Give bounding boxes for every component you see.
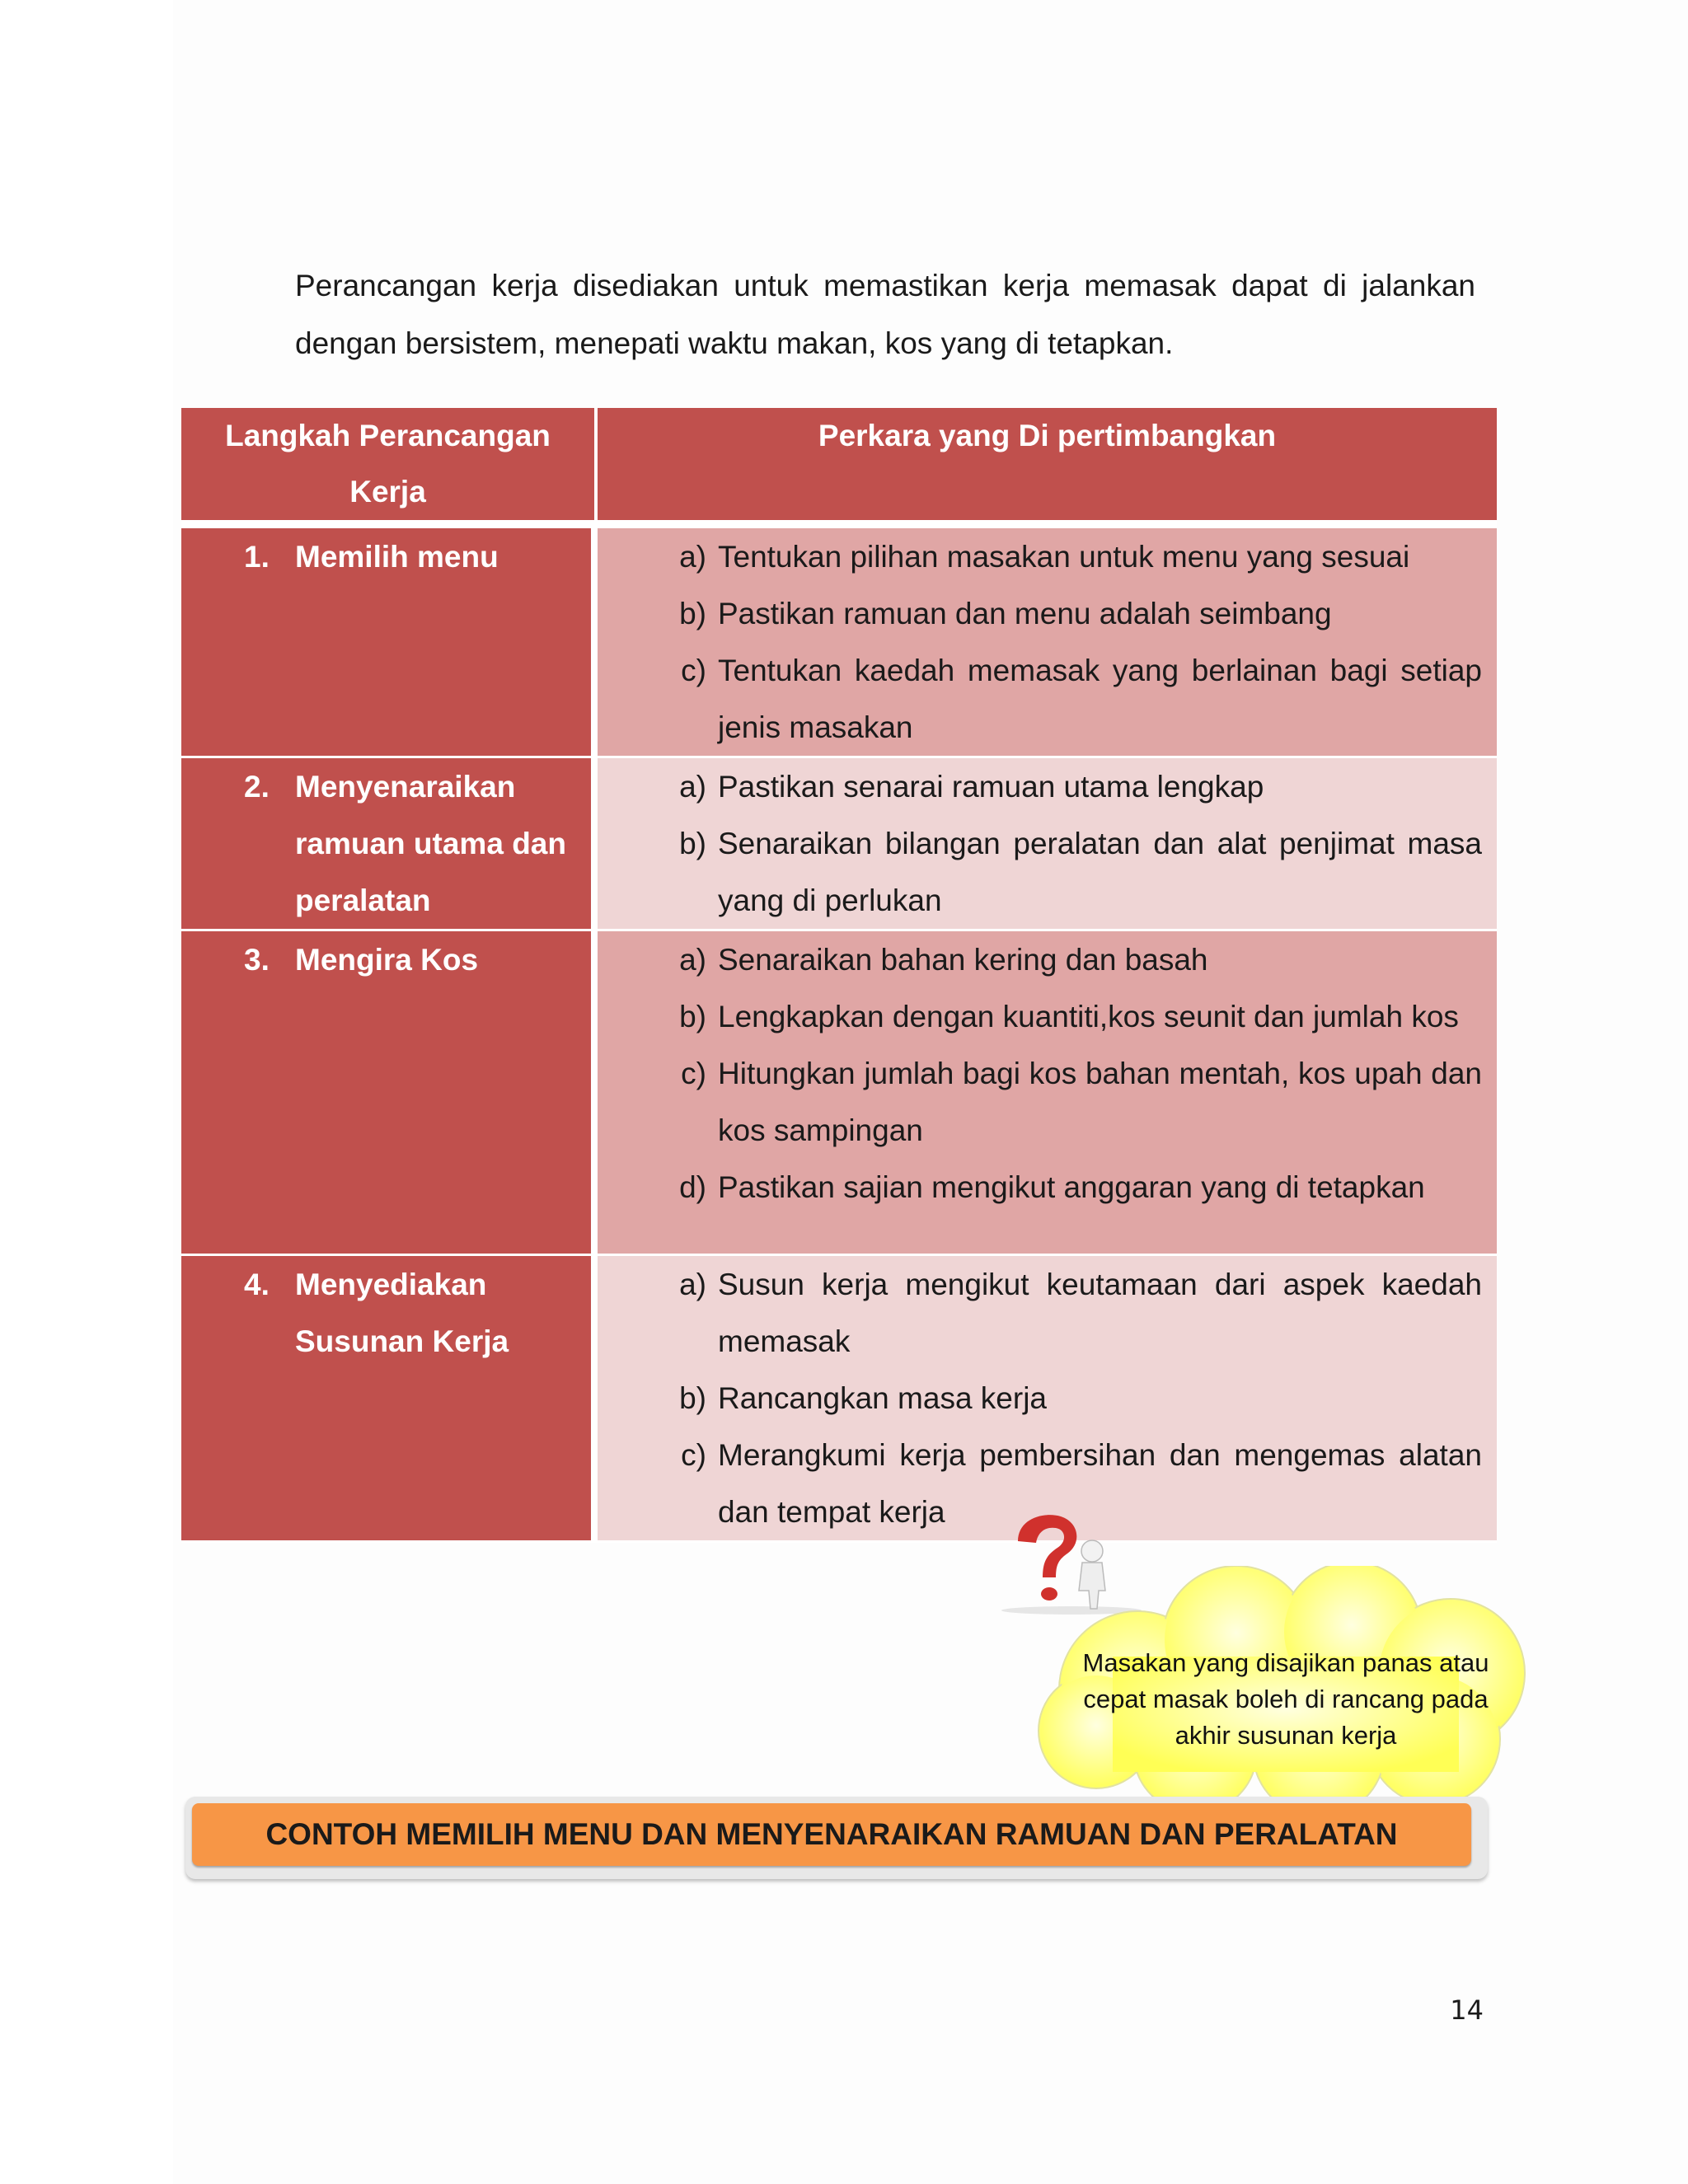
list-item: [598, 1159, 1497, 1216]
step-number: 1.: [244, 540, 270, 574]
item-text: Merangkumi kerja pembersihan dan mengemas alatan dan tempat kerja: [718, 1438, 1482, 1529]
step-number: 2.: [244, 770, 270, 804]
item-marker: a): [679, 540, 706, 574]
item-text: Pastikan sajian mengikut anggaran yang di tetapkan: [718, 1170, 1425, 1204]
item-text: Susun kerja mengikut keutamaan dari aspek kaedah memasak: [718, 1268, 1482, 1358]
list-item: [598, 1256, 1497, 1370]
intro-text: Perancangan kerja disediakan untuk memastikan kerja memasak dapat di jalankan dengan bersistem, menepati waktu makan, kos yang di tetapkan.: [295, 269, 1475, 360]
item-marker: c): [681, 654, 706, 687]
item-text: Rancangkan masa kerja: [718, 1381, 1047, 1415]
section-banner: CONTOH MEMILIH MENU DAN MENYENARAIKAN RAMUAN DAN PERALATAN: [192, 1803, 1471, 1866]
item-marker: a): [679, 770, 706, 804]
list-item: [598, 642, 1497, 756]
item-marker: b): [679, 597, 706, 630]
item-text: Pastikan senarai ramuan utama lengkap: [718, 770, 1264, 804]
table-row: [181, 931, 1497, 1256]
item-text: Tentukan kaedah memasak yang berlainan bagi setiap jenis masakan: [718, 654, 1482, 744]
item-marker: a): [679, 1268, 706, 1301]
item-marker: a): [679, 943, 706, 977]
step-cell: [181, 528, 598, 758]
step-label: Mengira Kos: [295, 943, 479, 977]
item-marker: b): [679, 1000, 706, 1033]
item-text: Lengkapkan dengan kuantiti,kos seunit dan jumlah kos: [718, 1000, 1459, 1033]
step-label: Menyenaraikan ramuan utama dan peralatan: [295, 770, 566, 917]
list-item: [598, 988, 1497, 1045]
item-text: Pastikan ramuan dan menu adalah seimbang: [718, 597, 1332, 630]
intro-paragraph: [295, 257, 1475, 373]
list-item: [598, 815, 1497, 929]
considerations-cell: [598, 1256, 1497, 1543]
list-item: [598, 1045, 1497, 1159]
item-marker: d): [679, 1170, 706, 1204]
considerations-cell: [598, 931, 1497, 1256]
list-item: [598, 528, 1497, 585]
header-considerations: Perkara yang Di pertimbangkan: [598, 408, 1497, 528]
list-item: [598, 758, 1497, 815]
item-marker: b): [679, 827, 706, 860]
list-item: [598, 585, 1497, 642]
considerations-cell: [598, 758, 1497, 931]
item-marker: c): [681, 1057, 706, 1090]
item-marker: b): [679, 1381, 706, 1415]
item-text: Senaraikan bilangan peralatan dan alat penjimat masa yang di perlukan: [718, 827, 1482, 917]
table-row: [181, 758, 1497, 931]
table-row: [181, 1256, 1497, 1543]
considerations-cell: [598, 528, 1497, 758]
step-label: Menyediakan Susunan Kerja: [295, 1268, 509, 1358]
list-item: [598, 931, 1497, 988]
step-cell: [181, 1256, 598, 1543]
item-text: Senaraikan bahan kering dan basah: [718, 943, 1208, 977]
step-cell: [181, 758, 598, 931]
list-item: [598, 1370, 1497, 1427]
item-text: Hitungkan jumlah bagi kos bahan mentah, kos upah dan kos sampingan: [718, 1057, 1482, 1147]
item-marker: c): [681, 1438, 706, 1472]
step-number: 3.: [244, 943, 270, 977]
table-header-row: [181, 408, 1497, 528]
table-row: [181, 528, 1497, 758]
step-number: 4.: [244, 1268, 270, 1301]
item-text: Tentukan pilihan masakan untuk menu yang sesuai: [718, 540, 1410, 574]
page-number: 14: [1450, 1994, 1484, 2026]
step-label: Memilih menu: [295, 540, 499, 574]
cloud-note: Masakan yang disajikan panas atau cepat masak boleh di rancang pada akhir susunan kerja: [1082, 1648, 1489, 1750]
header-steps: Langkah Perancangan Kerja: [181, 408, 598, 528]
step-cell: [181, 931, 598, 1256]
work-planning-table: [181, 408, 1497, 1543]
